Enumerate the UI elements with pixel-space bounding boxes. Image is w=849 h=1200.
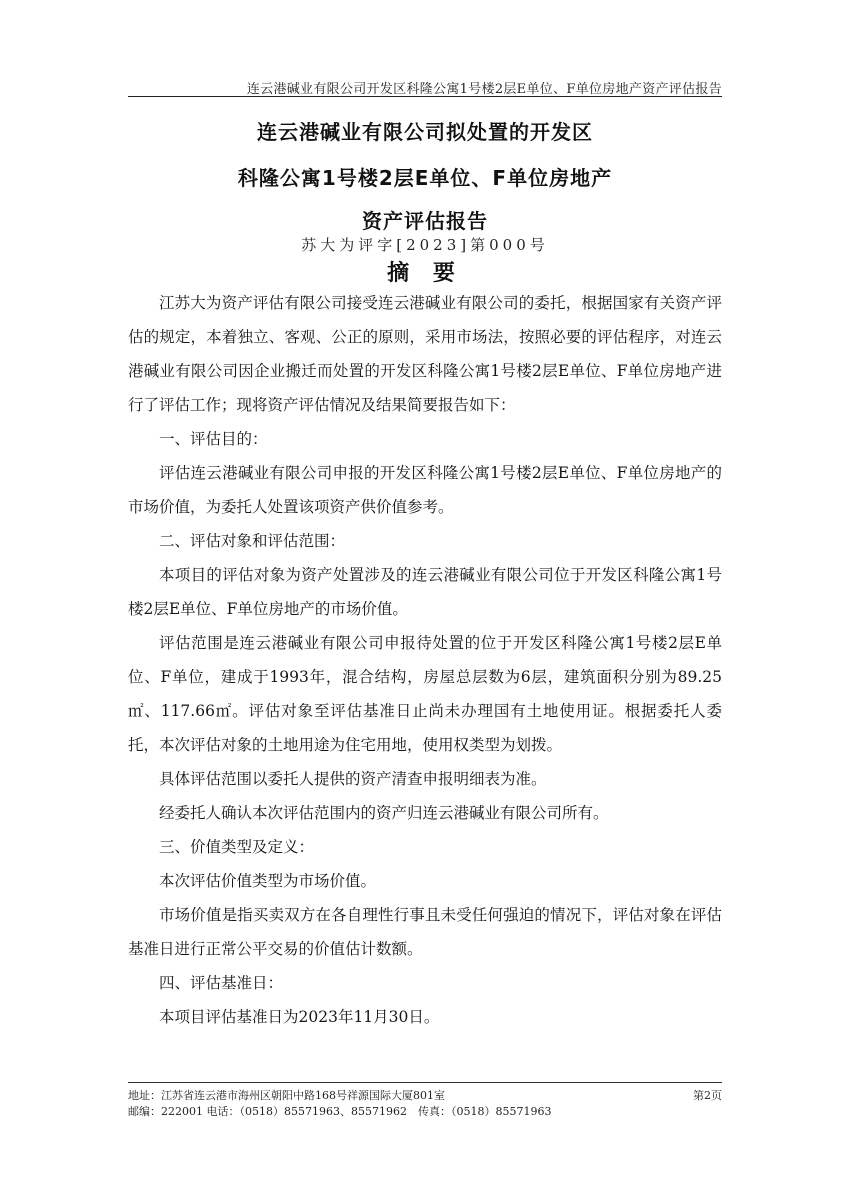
purpose-paragraph: 评估连云港碱业有限公司申报的开发区科隆公寓1号楼2层E单位、F单位房地产的市场价值，为委托人处置该项资产供价值参考。 <box>128 464 722 516</box>
market-value-definition: 市场价值是指买卖双方在各自理性行事且未受任何强迫的情况下，评估对象在评估基准日进行正常公平交易的价值估计数额。 <box>128 906 722 958</box>
summary-heading: 摘 要 <box>387 261 463 286</box>
report-body <box>128 286 722 1034</box>
report-title-line-3: 资产评估报告 <box>362 209 488 233</box>
page-footer <box>128 1088 722 1120</box>
value-type-paragraph: 本次评估价值类型为市场价值。 <box>159 872 377 890</box>
report-title-line-2: 科隆公寓1号楼2层E单位、F单位房地产 <box>237 166 613 190</box>
running-header: 连云港碱业有限公司开发区科隆公寓1号楼2层E单位、F单位房地产资产评估报告 <box>246 82 722 97</box>
page-number: 第2页 <box>693 1089 722 1102</box>
footer-contact: 邮编：222001 电话：（0518）85571963、85571962 传真：（0518）85571963 <box>128 1105 552 1118</box>
footer-address: 地址：江苏省连云港市海州区朝阳中路168号祥源国际大厦801室 <box>128 1089 445 1102</box>
section-heading-scope: 二、评估对象和评估范围： <box>159 532 346 550</box>
scope-paragraph: 评估范围是连云港碱业有限公司申报待处置的位于开发区科隆公寓1号楼2层E单位、F单位，建成于1993年，混合结构，房屋总层数为6层，建筑面积分别为89.25㎡、117.66㎡。评估对象至评估基准日止尚未办理国有土地使用证。根据委托人委托，本次评估对象的土地用途为住宅用地，使用权类型为划拨。 <box>128 634 722 754</box>
ownership-paragraph: 经委托人确认本次评估范围内的资产归连云港碱业有限公司所有。 <box>159 804 609 822</box>
section-heading-value-type: 三、价值类型及定义： <box>159 838 315 856</box>
header-divider <box>128 96 722 97</box>
intro-paragraph: 江苏大为资产评估有限公司接受连云港碱业有限公司的委托，根据国家有关资产评估的规定，本着独立、客观、公正的原则，采用市场法，按照必要的评估程序，对连云港碱业有限公司因企业搬迁而处置的开发区科隆公寓1号楼2层E单位、F单位房地产进行了评估工作；现将资产评估情况及结果简要报告如下： <box>128 294 722 414</box>
section-heading-purpose: 一、评估目的： <box>159 430 268 448</box>
section-heading-base-date: 四、评估基准日： <box>159 974 284 992</box>
base-date-paragraph: 本项目评估基准日为2023年11月30日。 <box>159 1008 440 1026</box>
object-paragraph: 本项目的评估对象为资产处置涉及的连云港碱业有限公司位于开发区科隆公寓1号楼2层E单位、F单位房地产的市场价值。 <box>128 566 722 618</box>
scope-detail-paragraph: 具体评估范围以委托人提供的资产清查申报明细表为准。 <box>159 770 547 788</box>
document-number: 苏大为评字[2023]第000号 <box>301 236 549 254</box>
report-title-line-1: 连云港碱业有限公司拟处置的开发区 <box>257 120 593 144</box>
footer-divider <box>128 1082 722 1083</box>
